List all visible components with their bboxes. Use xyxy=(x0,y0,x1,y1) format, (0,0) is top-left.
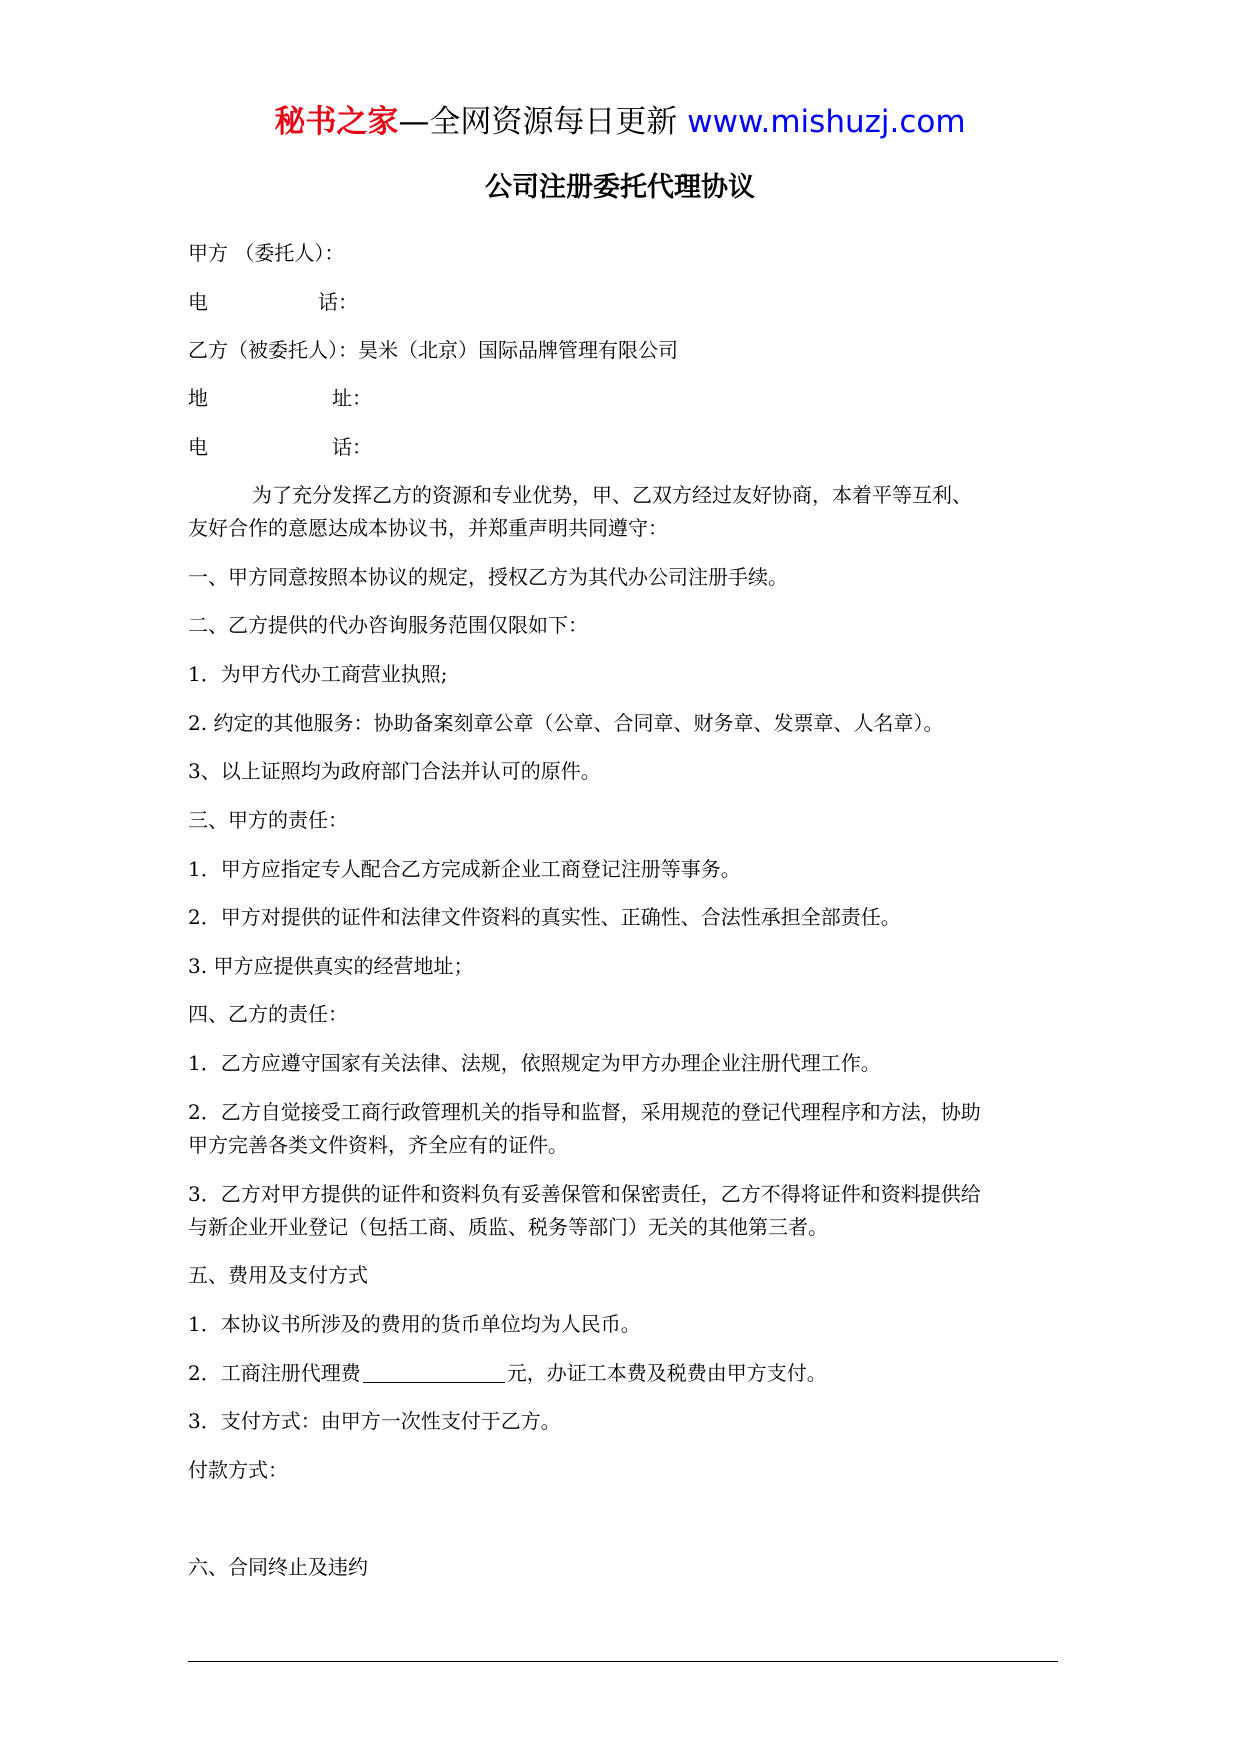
section-3-item-1: 1．甲方应指定专人配合乙方完成新企业工商登记注册等事务。 xyxy=(188,857,741,881)
section-5-item-2-before: 2．工商注册代理费 xyxy=(188,1361,361,1385)
section-1: 一、甲方同意按照本协议的规定，授权乙方为其代办公司注册手续。 xyxy=(188,565,788,589)
section-6-heading: 六、合同终止及违约 xyxy=(188,1555,368,1579)
banner-url-link[interactable]: www.mishuzj.com xyxy=(687,104,966,140)
footer-divider xyxy=(188,1661,1058,1662)
preamble-line-1 xyxy=(188,478,972,512)
party-a-phone-label-end: 话： xyxy=(318,290,358,314)
section-4-item-3-line-1: 3．乙方对甲方提供的证件和资料负有妥善保管和保密责任，乙方不得将证件和资料提供给 xyxy=(188,1182,981,1206)
party-a-phone-label-start: 电 xyxy=(188,290,208,314)
party-a-label: 甲方 （委托人）： xyxy=(188,241,345,265)
section-3-heading: 三、甲方的责任： xyxy=(188,808,348,832)
section-2-heading: 二、乙方提供的代办咨询服务范围仅限如下： xyxy=(188,613,588,637)
banner-brand: 秘书之家 xyxy=(274,104,399,140)
section-5-heading: 五、费用及支付方式 xyxy=(188,1263,368,1287)
fee-amount-blank[interactable] xyxy=(363,1360,505,1383)
section-4-item-3-line-2: 与新企业开业登记（包括工商、质监、税务等部门）无关的其他第三者。 xyxy=(188,1215,828,1239)
party-b-address-label-end: 址： xyxy=(332,386,372,410)
section-2-item-3: 3、以上证照均为政府部门合法并认可的原件。 xyxy=(188,759,601,783)
party-b-phone-label-end: 话： xyxy=(332,435,372,459)
section-4-item-2-line-2: 甲方完善各类文件资料，齐全应有的证件。 xyxy=(188,1133,568,1157)
party-b-phone-label-start: 电 xyxy=(188,435,208,459)
section-5-item-2 xyxy=(188,1356,827,1390)
document-title: 公司注册委托代理协议 xyxy=(485,172,755,203)
party-b-address-line xyxy=(188,381,372,415)
banner-slogan: —全网资源每日更新 xyxy=(398,104,688,140)
site-banner xyxy=(0,100,1240,144)
preamble-line-2: 友好合作的意愿达成本协议书，并郑重声明共同遵守： xyxy=(188,516,668,540)
party-b-phone-line xyxy=(188,430,372,464)
section-4-item-1: 1．乙方应遵守国家有关法律、法规，依照规定为甲方办理企业注册代理工作。 xyxy=(188,1051,881,1075)
party-b-address-label-start: 地 xyxy=(188,386,208,410)
section-3-item-3: 3. 甲方应提供真实的经营地址； xyxy=(188,954,474,978)
party-a-phone-line xyxy=(188,285,358,319)
section-5-item-3: 3．支付方式：由甲方一次性支付于乙方。 xyxy=(188,1409,561,1433)
party-b-label: 乙方（被委托人）：昊米（北京）国际品牌管理有限公司 xyxy=(188,338,678,362)
section-3-item-2: 2．甲方对提供的证件和法律文件资料的真实性、正确性、合法性承担全部责任。 xyxy=(188,905,901,929)
section-2-item-1: 1．为甲方代办工商营业执照; xyxy=(188,662,448,686)
section-5-item-2-after: 元，办证工本费及税费由甲方支付。 xyxy=(506,1361,827,1385)
payment-method-label: 付款方式： xyxy=(188,1458,288,1482)
section-4-heading: 四、乙方的责任： xyxy=(188,1002,348,1026)
preamble-text-1: 为了充分发挥乙方的资源和专业优势，甲、乙双方经过友好协商，本着平等互利、 xyxy=(252,483,972,507)
section-2-item-2: 2. 约定的其他服务：协助备案刻章公章（公章、合同章、财务章、发票章、人名章）。 xyxy=(188,711,944,735)
section-4-item-2-line-1: 2．乙方自觉接受工商行政管理机关的指导和监督，采用规范的登记代理程序和方法，协助 xyxy=(188,1100,981,1124)
section-5-item-1: 1．本协议书所涉及的费用的货币单位均为人民币。 xyxy=(188,1312,641,1336)
